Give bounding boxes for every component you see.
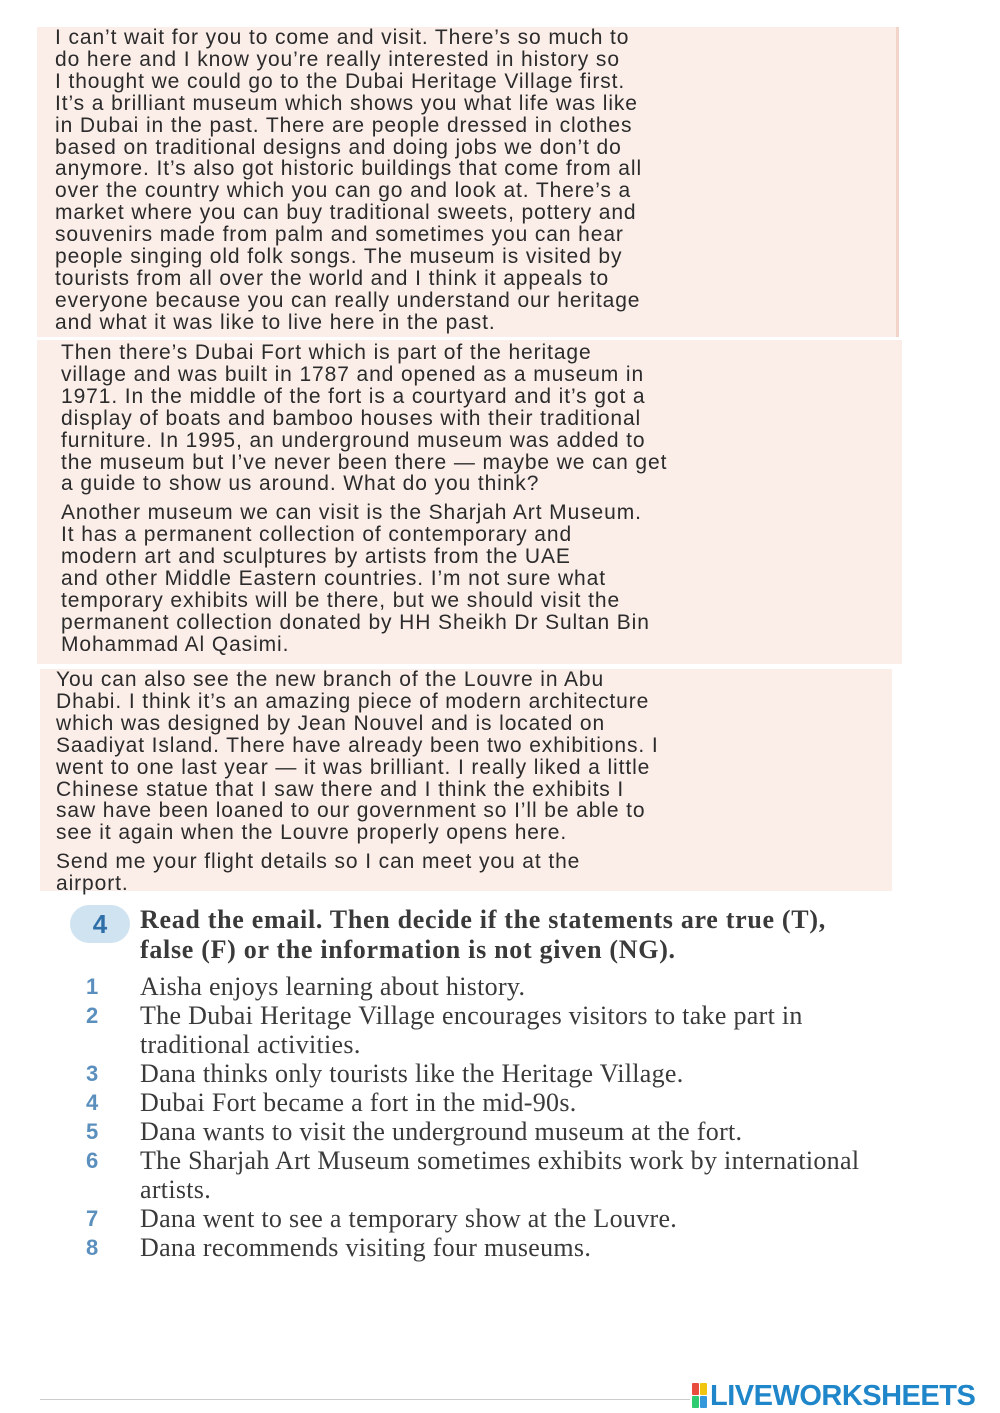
liveworksheets-logo	[692, 1382, 975, 1410]
email-line: It’s a brilliant museum which shows you what life was like	[55, 91, 638, 115]
logo-block	[692, 1396, 699, 1408]
statement-text: Dubai Fort became a fort in the mid-90s.	[140, 1088, 577, 1117]
statement-number: 5	[86, 1119, 99, 1144]
email-line: saw have been loaned to our government so I’ll be able to	[56, 799, 646, 823]
logo-block	[700, 1396, 707, 1408]
email-line: anymore. It’s also got historic buildings that come from all	[55, 157, 643, 181]
statement-item	[70, 1117, 970, 1146]
email-line: everyone because you can really understand our heritage	[55, 288, 641, 312]
email-paragraph-block-1	[37, 27, 899, 337]
footer-divider	[40, 1399, 690, 1400]
statement-text: Dana went to see a temporary show at the Louvre.	[140, 1204, 678, 1233]
email-line: Dhabi. I think it’s an amazing piece of modern architecture	[56, 689, 650, 713]
statement-text: Dana thinks only tourists like the Heritage Village.	[140, 1059, 684, 1088]
statement-text: The Dubai Heritage Village encourages visitors to take part in traditional activities.	[140, 1001, 803, 1059]
email-paragraph-closing	[56, 851, 892, 895]
email-line: Then there’s Dubai Fort which is part of the heritage	[61, 341, 592, 364]
email-line: temporary exhibits will be there, but we should visit the	[61, 588, 621, 612]
email-line: modern art and sculptures by artists from the UAE	[61, 545, 571, 569]
statement-number: 1	[86, 974, 99, 999]
exercise-section	[70, 905, 970, 1262]
brand-name: LIVEWORKSHEETS	[710, 1380, 976, 1412]
email-line: went to one last year — it was brilliant. I really liked a little	[56, 755, 651, 779]
email-line: souvenirs made from palm and sometimes you can hear	[55, 223, 624, 247]
statement-item	[70, 1001, 970, 1059]
email-line: and what it was like to live here in the past.	[55, 310, 496, 334]
exercise-number-badge: 4	[70, 905, 130, 943]
email-line: Another museum we can visit is the Sharjah Art Museum.	[61, 501, 642, 525]
email-line: in Dubai in the past. There are people dressed in clothes	[55, 113, 633, 137]
statement-number: 7	[86, 1206, 99, 1231]
statement-item	[70, 1204, 970, 1233]
email-line: furniture. In 1995, an underground museum was added to	[61, 428, 646, 452]
statement-item	[70, 1088, 970, 1117]
exercise-header	[70, 905, 970, 964]
liveworksheets-icon	[692, 1383, 708, 1409]
email-line: I can’t wait for you to come and visit. There’s so much to	[55, 26, 630, 49]
statement-text: Dana recommends visiting four museums.	[140, 1233, 592, 1262]
statement-text: The Sharjah Art Museum sometimes exhibits work by international artists.	[140, 1146, 860, 1204]
email-line: Chinese statue that I saw there and I think the exhibits I	[56, 777, 625, 801]
email-paragraph-block-3	[40, 668, 892, 896]
email-line: You can also see the new branch of the Louvre in Abu	[56, 668, 605, 691]
statement-item	[70, 1059, 970, 1088]
statement-number: 6	[86, 1148, 99, 1173]
statement-text: Dana wants to visit the underground museum at the fort.	[140, 1117, 743, 1146]
email-line: over the country which you can go and look at. There’s a	[55, 179, 632, 203]
email-line: the museum but I’ve never been there — maybe we can get	[61, 450, 668, 474]
logo-block	[700, 1383, 707, 1395]
email-line: and other Middle Eastern countries. I’m not sure what	[61, 567, 606, 591]
email-line: display of boats and bamboo houses with their traditional	[61, 406, 642, 430]
email-paragraph-dubai-fort	[61, 340, 902, 495]
email-line: It has a permanent collection of contemporary and	[61, 523, 573, 547]
email-paragraph-block-2	[37, 340, 902, 664]
statement-number: 8	[86, 1235, 99, 1260]
email-line: do here and I know you’re really interested in history so	[55, 47, 620, 71]
statement-item	[70, 1233, 970, 1262]
email-line: based on traditional designs and doing jobs we don’t do	[55, 135, 622, 159]
email-line: I thought we could go to the Dubai Heritage Village first.	[55, 69, 626, 93]
statement-item	[70, 1146, 970, 1204]
email-line: tourists from all over the world and I think it appeals to	[55, 266, 610, 290]
statement-number: 4	[86, 1090, 99, 1115]
logo-block	[692, 1383, 699, 1395]
email-line: airport.	[56, 872, 129, 896]
email-line: see it again when the Louvre properly opens here.	[56, 821, 568, 845]
email-paragraph-sharjah	[61, 502, 902, 655]
email-line: Mohammad Al Qasimi.	[61, 632, 290, 656]
statement-list	[70, 972, 970, 1262]
statement-number: 3	[86, 1061, 99, 1086]
statement-text: Aisha enjoys learning about history.	[140, 972, 526, 1001]
email-line: Send me your flight details so I can meet you at the	[56, 850, 581, 874]
email-line: a guide to show us around. What do you think?	[61, 472, 540, 496]
exercise-instructions: Read the email. Then decide if the statements are true (T), false (F) or the information is not given (NG).	[140, 905, 826, 964]
email-paragraph-louvre	[56, 669, 892, 844]
email-line: which was designed by Jean Nouvel and is located on	[56, 711, 606, 735]
email-line: permanent collection donated by HH Sheikh Dr Sultan Bin	[61, 610, 650, 634]
email-line: people singing old folk songs. The museum is visited by	[55, 245, 623, 269]
statement-item	[70, 972, 970, 1001]
email-line: market where you can buy traditional sweets, pottery and	[55, 201, 637, 225]
email-line: village and was built in 1787 and opened as a museum in	[61, 362, 645, 386]
email-line: 1971. In the middle of the fort is a courtyard and it’s got a	[61, 384, 646, 408]
statement-number: 2	[86, 1003, 99, 1028]
email-line: Saadiyat Island. There have already been two exhibitions. I	[56, 733, 659, 757]
